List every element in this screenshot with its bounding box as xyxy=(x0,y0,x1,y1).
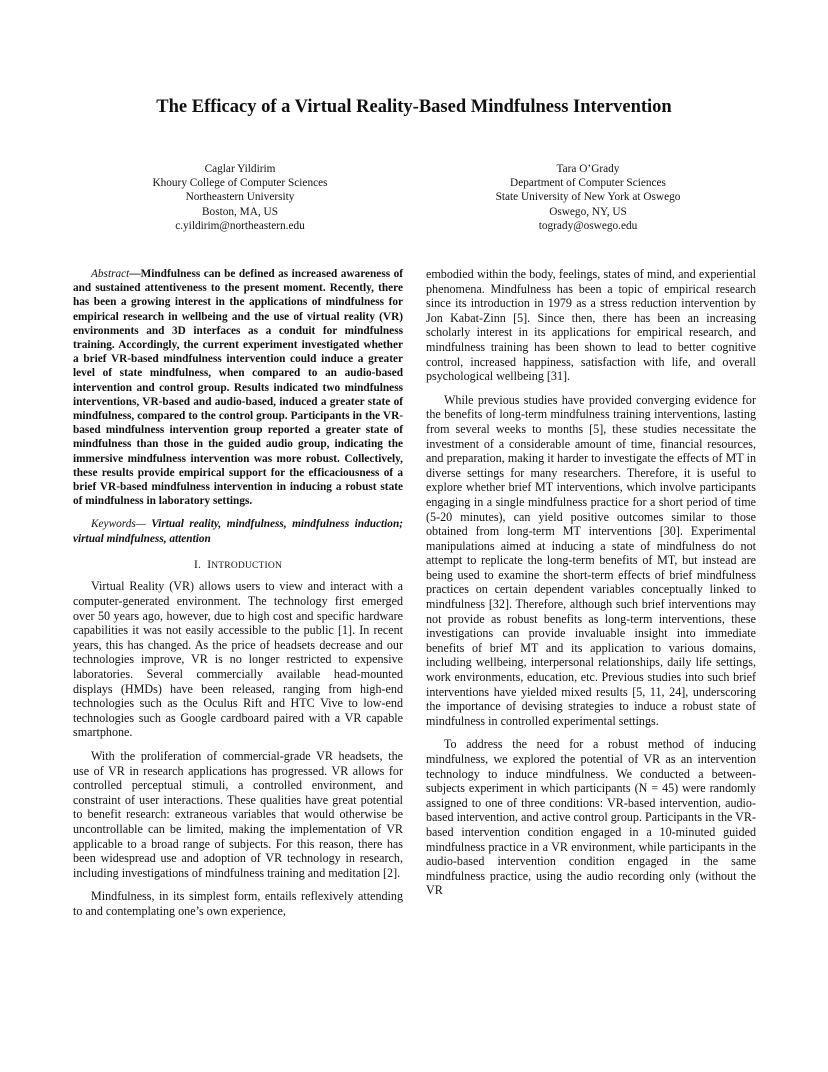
author-block-1 xyxy=(80,162,400,233)
body-paragraph: Mindfulness, in its simplest form, entails reflexively attending to and contemplating one’s own experience, xyxy=(73,889,403,918)
abstract-label: Abstract xyxy=(91,268,130,280)
author-name: Tara O’Grady xyxy=(556,163,620,175)
section-title-rest: NTRODUCTION xyxy=(211,560,283,571)
author-email: c.yildirim@northeastern.edu xyxy=(175,219,305,232)
keywords-label: Keywords— xyxy=(91,518,146,531)
section-title-initial: I xyxy=(207,558,212,571)
author-affiliation: Department of Computer Sciences xyxy=(510,177,666,190)
keywords xyxy=(73,517,403,545)
keywords-text: Virtual reality, mindfulness, mindfulness induction; virtual mindfulness, attention xyxy=(73,518,403,545)
abstract-text: —Mindfulness can be defined as increased awareness of and sustained attentiveness to the present moment. Recently, there has been a growing interest in the applications of mindfulness for empirical research in wellbeing and the use of virtual reality (VR) environments and 3D interfaces as a conduit for mindfulness training. Accordingly, the current experiment investigated whether a brief VR-based mindfulness intervention could induce a greater level of state mindfulness, when compared to an audio-based intervention and control group. Results indicated two mindfulness interventions, VR-based and audio-based, induced a greater state of mindfulness, compared to the control group. Participants in the VR-based mindfulness intervention group reported a greater state of mindfulness than those in the guided audio group, indicating the immersive mindfulness intervention was more robust. Collectively, these results provide empirical support for the efficaciousness of a brief VR-based mindfulness intervention in inducing a robust state of mindfulness in laboratory settings. xyxy=(73,268,403,508)
body-paragraph: Virtual Reality (VR) allows users to view and interact with a computer-generated environment. The technology first emerged over 50 years ago, however, due to high cost and specific hardware capabilities it was not easily accessible to the public [1]. In recent years, this has changed. As the price of headsets decrease and our technologies improve, VR is no longer restricted to expensive laboratories. Several commercially available head-mounted displays (HMDs) have been released, ranging from high-end technologies such as the Oculus Rift and HTC Vive to low-end technologies such as Google cardboard paired with a VR capable smartphone. xyxy=(73,579,403,740)
paper-title: The Efficacy of a Virtual Reality-Based Mindfulness Intervention xyxy=(156,97,672,117)
section-heading-introduction xyxy=(73,558,403,574)
body-paragraph: embodied within the body, feelings, states of mind, and experiential phenomena. Mindfulness has been a topic of empirical research since its introduction in 1979 as a stress reduction intervention by Jon Kabat-Zinn [5]. Since then, there has been an increasing scholarly interest in its applications for empirical research, and mindfulness training has been shown to lead to better cognitive control, increased happiness, satisfaction with life, and overall psychological wellbeing [31]. xyxy=(426,267,756,384)
body-paragraph: While previous studies have provided converging evidence for the benefits of long-term mindfulness training interventions, lasting from several weeks to months [5], these studies necessitate the investment of a considerable amount of time, financial resources, and preparation, making it harder to investigate the effects of MT in diverse settings for many researchers. Therefore, it is useful to explore whether brief MT interventions, which involve participants engaging in a single mindfulness practice for a short period of time (5-20 minutes), can yield positive outcomes similar to those obtained from long-term MT interventions [30]. Experimental manipulations aimed at inducing a state of mindfulness do not attempt to replicate the long-term benefits of MT, but instead are being used to examine the short-term effects of brief mindfulness practices on certain dependent variables conceptually linked to mindfulness [32]. Therefore, although such brief interventions may not provide as robust benefits as long-term interventions, these investigations can provide invaluable insight into immediate benefits of brief MT and its application to various domains, including wellbeing, interpersonal relationships, daily life settings, work environments, education, etc. Previous studies into such brief interventions have yielded mixed results [5, 11, 24], underscoring the importance of devising strategies to induce a robust state of mindfulness in controlled experimental settings. xyxy=(426,392,756,728)
author-location: Boston, MA, US xyxy=(202,205,278,218)
section-number: I. xyxy=(193,558,202,571)
author-email: togrady@oswego.edu xyxy=(538,219,638,232)
body-paragraph: With the proliferation of commercial-grade VR headsets, the use of VR in research applications has progressed. VR allows for controlled perceptual stimuli, a controlled environment, and constraint of user interactions. These qualities have great potential to benefit research: extraneous variables that would otherwise be uncontrollable can be limited, making the implementation of VR applicable to a broad range of subjects. For this reason, there has been widespread use and adoption of VR technology in research, including investigations of mindfulness training and meditation [2]. xyxy=(73,748,403,880)
author-institution: Northeastern University xyxy=(185,191,295,204)
right-column xyxy=(426,267,756,907)
author-block-2 xyxy=(428,162,748,233)
author-location: Oswego, NY, US xyxy=(549,205,627,218)
author-institution: State University of New York at Oswego xyxy=(495,191,681,204)
author-affiliation: Khoury College of Computer Sciences xyxy=(152,177,328,190)
body-paragraph: To address the need for a robust method of inducing mindfulness, we explored the potential of VR as an intervention technology to induce mindfulness. We conducted a between-subjects experiment in which participants (N = 45) were randomly assigned to one of three conditions: VR-based intervention, audio-based intervention, and active control group. Participants in the VR-based intervention condition engaged in a 10-minuted guided mindfulness practice in a VR environment, while participants in the audio-based intervention condition engaged in the same mindfulness practice, using the audio recording only (without the VR xyxy=(426,737,756,898)
left-column xyxy=(73,267,403,928)
author-name: Caglar Yildirim xyxy=(204,163,276,175)
abstract xyxy=(73,267,403,508)
